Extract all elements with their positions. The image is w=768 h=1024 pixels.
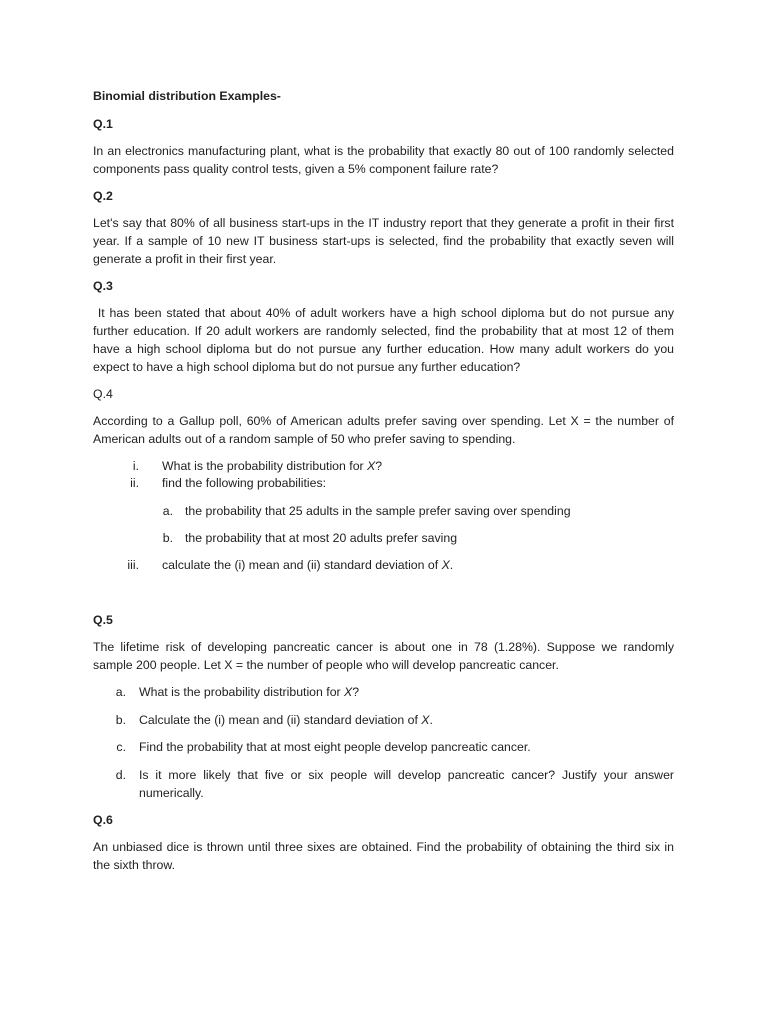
- q3-text: It has been stated that about 40% of adult workers have a high school diploma but do not pursue any further education. If 20 adult workers are randomly selected, find the probability that at most 12 of them have a high school diploma but do not pursue any further education. How many adult workers do you expect to have a high school diploma but do not pursue any further education?: [93, 306, 678, 374]
- q4-item-i-number: i.: [132, 459, 139, 473]
- q5-label: Q.5: [93, 613, 113, 627]
- q4-item-i-var: X: [367, 459, 376, 473]
- q5-item-d-number: d.: [115, 768, 126, 782]
- document-title: Binomial distribution Examples-: [93, 89, 281, 103]
- q4-text: According to a Gallup poll, 60% of American adults prefer saving over spending. Let X = the number of American adults out of a random sample of 50 who prefer saving to spending.: [93, 414, 674, 446]
- q1-label: Q.1: [93, 117, 113, 131]
- q5-text: The lifetime risk of developing pancreatic cancer is about one in 78 (1.28%). Suppose we randomly sample 200 people. Let X = the number of people who will develop pancreatic cancer.: [93, 640, 674, 672]
- q5-item-c-text: Find the probability that at most eight people develop pancreatic cancer.: [139, 740, 531, 754]
- q4-item-i-text: [162, 457, 382, 475]
- q5-item-b-text-a: Calculate the (i) mean and (ii) standard deviation of: [139, 713, 422, 727]
- q5-item-d-text: Is it more likely that five or six people will develop pancreatic cancer? Justify your answer numerically.: [139, 768, 674, 800]
- q5-item-b-var: X: [421, 713, 430, 727]
- q5-item-b-number: b.: [115, 713, 126, 727]
- q4-item-i-text-a: What is the probability distribution for: [162, 459, 368, 473]
- q2-text: Let's say that 80% of all business start-ups in the IT industry report that they generate a profit in their first year. If a sample of 10 new IT business start-ups is selected, find the probability that exactly seven will generate a profit in their first year.: [93, 216, 674, 266]
- q5-item-b-text-b: .: [429, 713, 433, 727]
- q4-item-ii-text: find the following probabilities:: [162, 476, 327, 490]
- q4-sub-a-text: the probability that 25 adults in the sample prefer saving over spending: [185, 504, 571, 518]
- q2-label: Q.2: [93, 189, 113, 203]
- q5-item-a-text-b: ?: [352, 685, 360, 699]
- q4-sub-a-number: a.: [162, 504, 173, 518]
- q4-item-iii-var: X: [441, 558, 450, 572]
- q5-item-a-number: a.: [115, 685, 126, 699]
- q4-item-ii-number: ii.: [130, 476, 139, 490]
- q6-label: Q.6: [93, 813, 113, 827]
- q6-text: An unbiased dice is thrown until three sixes are obtained. Find the probability of obtaining the third six in the sixth throw.: [93, 840, 674, 872]
- q4-item-iii-text-a: calculate the (i) mean and (ii) standard deviation of: [162, 558, 442, 572]
- q4-item-i-text-b: ?: [375, 459, 383, 473]
- q5-item-a-text-a: What is the probability distribution for: [139, 685, 345, 699]
- q5-item-a-text: [139, 683, 359, 701]
- q5-item-b-text: [139, 711, 433, 729]
- q4-sub-b-number: b.: [162, 531, 173, 545]
- q4-item-iii-text: [162, 556, 453, 574]
- q4-label: Q.4: [93, 387, 113, 401]
- q5-item-c-number: c.: [116, 740, 126, 754]
- q5-item-a-var: X: [344, 685, 353, 699]
- q4-item-iii-number: iii.: [127, 558, 139, 572]
- q4-item-iii-text-b: .: [449, 558, 454, 572]
- q3-label: Q.3: [93, 279, 113, 293]
- q1-text: In an electronics manufacturing plant, what is the probability that exactly 80 out of 100 randomly selected components pass quality control tests, given a 5% component failure rate?: [93, 144, 674, 176]
- q4-sub-b-text: the probability that at most 20 adults prefer saving: [185, 531, 458, 545]
